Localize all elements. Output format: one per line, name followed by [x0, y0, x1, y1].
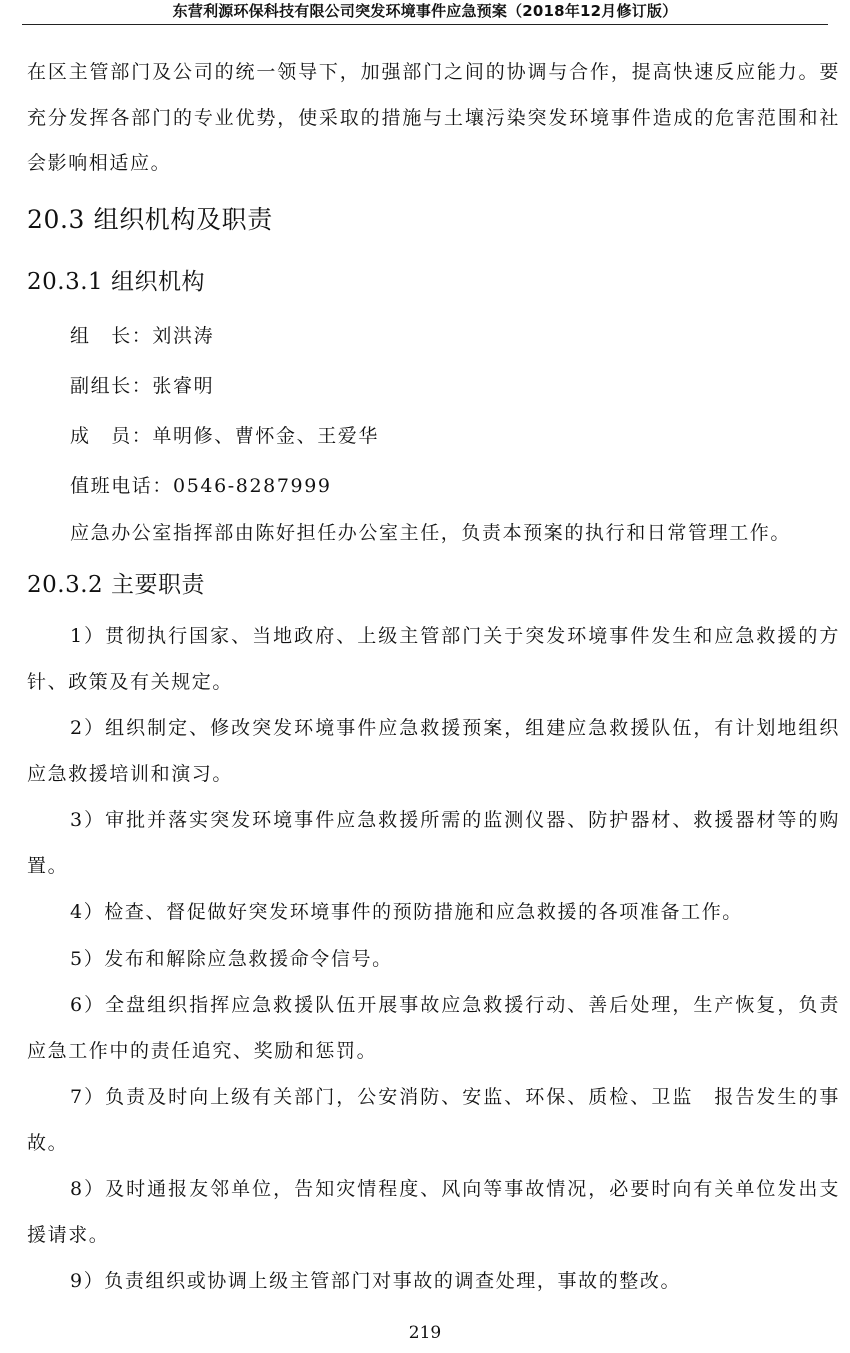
duty-item: 3）审批并落实突发环境事件应急救援所需的监测仪器、防护器材、救援器材等的购置。	[27, 809, 840, 877]
subsection-heading-20-3-2: 20.3.2 主要职责	[27, 572, 205, 598]
member-row-members	[27, 411, 840, 461]
member-row-leader	[27, 311, 840, 361]
duty-item: 9）负责组织或协调上级主管部门对事故的调查处理，事故的整改。	[70, 1270, 682, 1292]
subsection-heading-20-3-1: 20.3.1 组织机构	[27, 268, 205, 295]
duty-item: 7）负责及时向上级有关部门，公安消防、安监、环保、质检、卫监 报告发生的事故。	[27, 1086, 840, 1154]
section-heading-20-3: 20.3 组织机构及职责	[27, 204, 273, 234]
member-label: 组 长：	[70, 324, 153, 347]
office-note: 应急办公室指挥部由陈好担任办公室主任，负责本预案的执行和日常管理工作。	[70, 521, 792, 544]
member-list	[27, 311, 840, 511]
duty-item: 6）全盘组织指挥应急救援队伍开展事故应急救援行动、善后处理，生产恢复，负责应急工作中的责任追究、奖励和惩罚。	[27, 994, 840, 1062]
member-value: 刘洪涛	[152, 324, 215, 347]
member-value: 0546-8287999	[173, 474, 332, 497]
member-value: 张睿明	[152, 374, 215, 397]
member-value: 单明修、曹怀金、王爱华	[152, 424, 380, 447]
member-label: 副组长：	[70, 374, 153, 397]
member-label: 值班电话：	[70, 474, 174, 497]
member-row-duty-phone	[27, 461, 840, 511]
document-body	[27, 50, 840, 1305]
duty-list	[27, 614, 840, 1305]
duty-item: 4）检查、督促做好突发环境事件的预防措施和应急救援的各项准备工作。	[70, 901, 743, 923]
duty-item: 1）贯彻执行国家、当地政府、上级主管部门关于突发环境事件发生和应急救援的方针、政策及有关规定。	[27, 625, 840, 693]
duty-item: 5）发布和解除应急救援命令信号。	[70, 947, 393, 970]
duty-item: 2）组织制定、修改突发环境事件应急救援预案，组建应急救援队伍，有计划地组织应急救援培训和演习。	[27, 717, 840, 785]
intro-paragraph: 在区主管部门及公司的统一领导下，加强部门之间的协调与合作，提高快速反应能力。要充分发挥各部门的专业优势，使采取的措施与土壤污染突发环境事件造成的危害范围和社会影响相适应。	[27, 61, 840, 174]
member-row-deputy-leader	[27, 361, 840, 411]
duty-item: 8）及时通报友邻单位，告知灾情程度、风向等事故情况，必要时向有关单位发出支援请求。	[27, 1178, 840, 1246]
page-number: 219	[408, 1323, 442, 1343]
running-header: 东营利源环保科技有限公司突发环境事件应急预案（2018年12月修订版）	[22, 0, 828, 25]
member-label: 成 员：	[70, 424, 153, 447]
